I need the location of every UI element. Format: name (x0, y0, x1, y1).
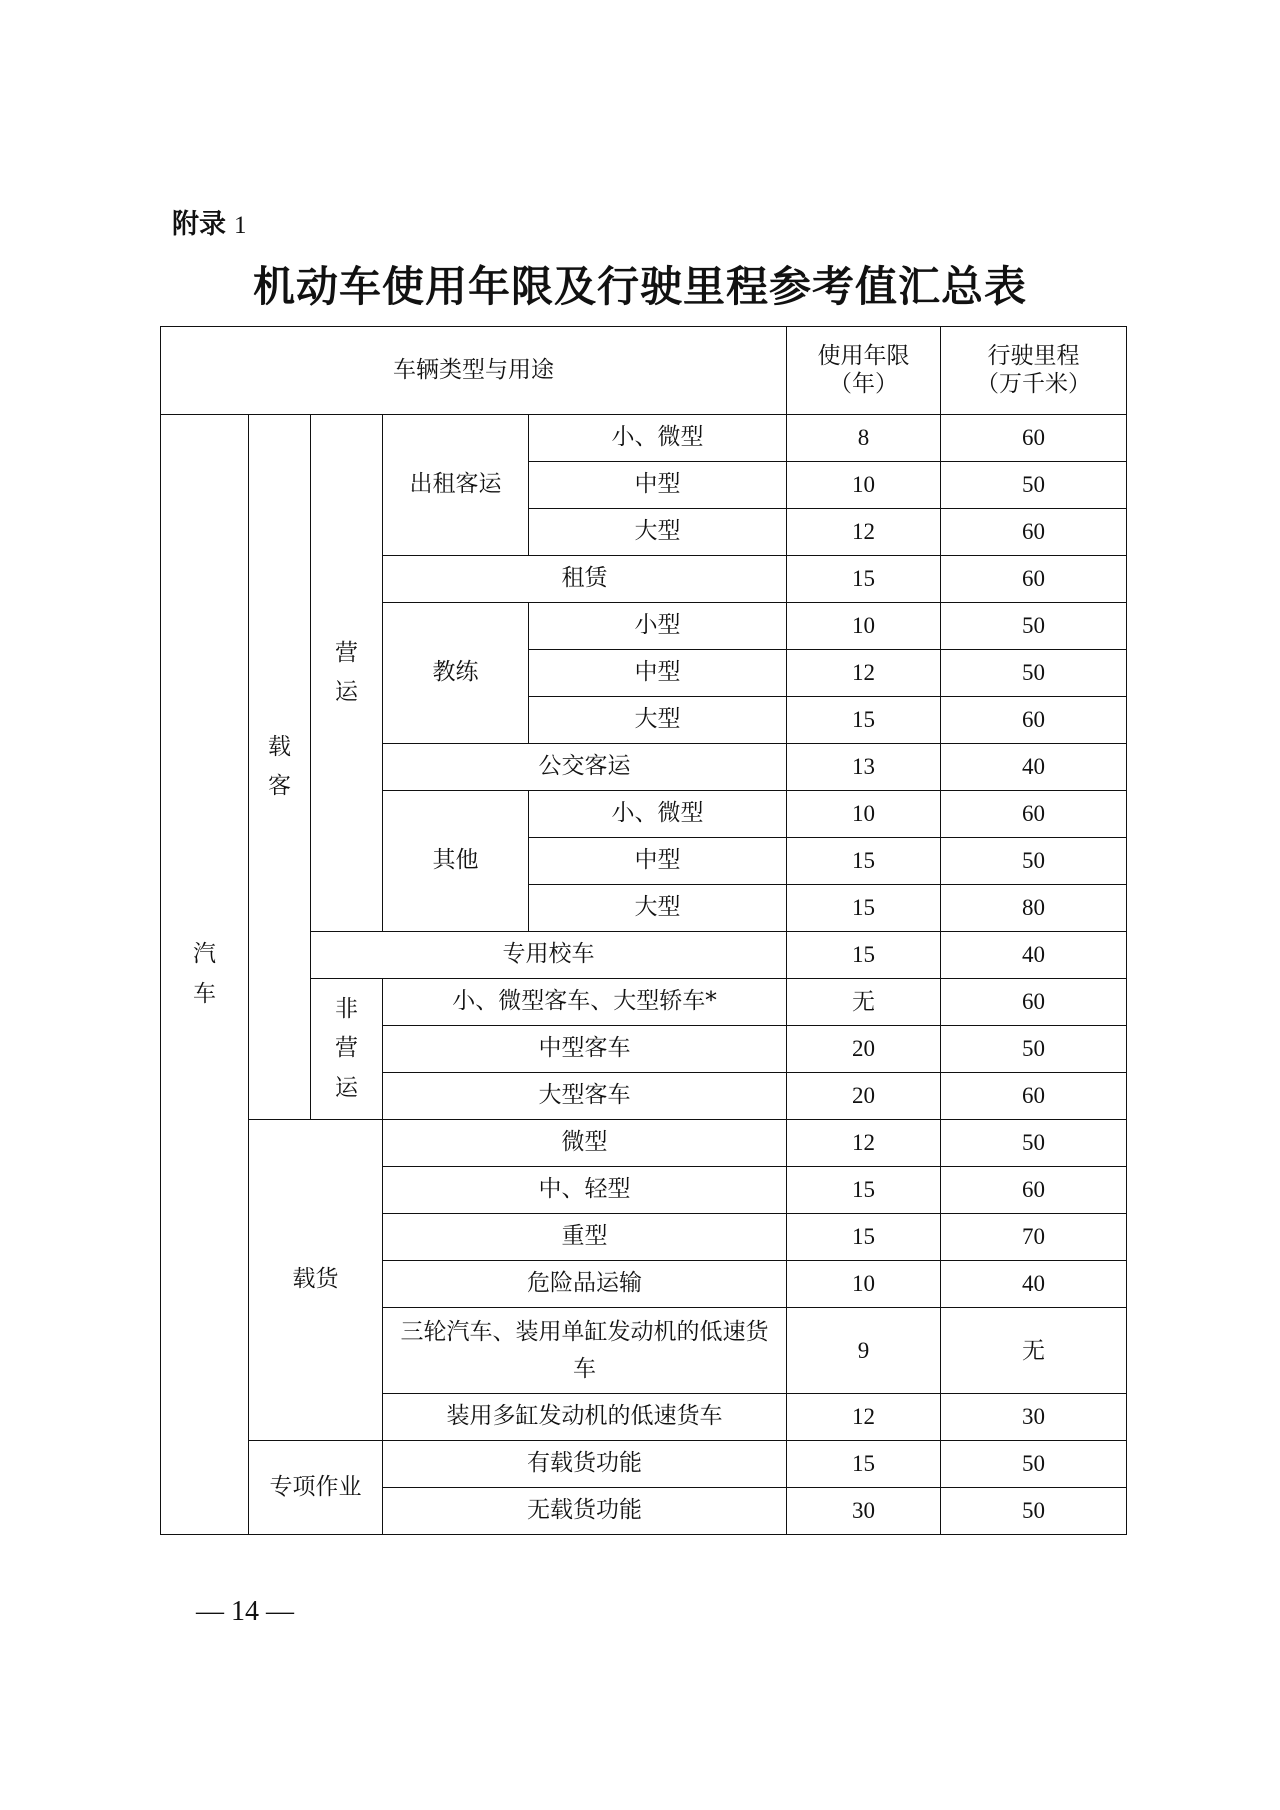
appendix-text: 附录 (172, 209, 226, 240)
row-label: 装用多缸发动机的低速货车 (383, 1394, 787, 1441)
row-years: 10 (787, 1261, 941, 1308)
row-years: 20 (787, 1073, 941, 1120)
row-mileage: 50 (941, 650, 1127, 697)
header-years (787, 327, 941, 415)
header-years-unit: （年） (829, 370, 899, 397)
row-years: 12 (787, 1120, 941, 1167)
row-mileage: 60 (941, 1167, 1127, 1214)
row-years: 10 (787, 791, 941, 838)
row-years: 15 (787, 885, 941, 932)
row-mileage: 无 (941, 1308, 1127, 1394)
row-years: 无 (787, 979, 941, 1026)
row-label: 专用校车 (311, 932, 787, 979)
row-years: 15 (787, 1441, 941, 1488)
row-label: 小、微型 (529, 415, 787, 462)
row-mileage: 50 (941, 462, 1127, 509)
header-mileage-unit: （万千米） (976, 370, 1092, 397)
row-label: 大型 (529, 697, 787, 744)
row-label: 大型 (529, 885, 787, 932)
row-mileage: 40 (941, 932, 1127, 979)
row-label: 有载货功能 (383, 1441, 787, 1488)
row-label: 中型客车 (383, 1026, 787, 1073)
row-mileage: 50 (941, 1441, 1127, 1488)
row-mileage: 60 (941, 556, 1127, 603)
row-mileage: 60 (941, 509, 1127, 556)
row-label: 小、微型客车、大型轿车* (383, 979, 787, 1026)
row-years: 12 (787, 1394, 941, 1441)
row-label: 大型客车 (383, 1073, 787, 1120)
row-label: 大型 (529, 509, 787, 556)
row-label: 中型 (529, 462, 787, 509)
vehicle-limits-table (160, 326, 1127, 1535)
row-label: 危险品运输 (383, 1261, 787, 1308)
row-years: 15 (787, 697, 941, 744)
row-mileage: 30 (941, 1394, 1127, 1441)
row-label: 无载货功能 (383, 1488, 787, 1535)
row-mileage: 50 (941, 1488, 1127, 1535)
row-label: 中、轻型 (383, 1167, 787, 1214)
row-mileage: 70 (941, 1214, 1127, 1261)
row-years: 9 (787, 1308, 941, 1394)
row-years: 12 (787, 509, 941, 556)
row-years: 15 (787, 556, 941, 603)
group-taxi: 出租客运 (383, 415, 529, 556)
group-special: 专项作业 (249, 1441, 383, 1535)
row-years: 12 (787, 650, 941, 697)
page-number: — 14 — (196, 1596, 294, 1627)
row-mileage: 60 (941, 791, 1127, 838)
row-years: 15 (787, 1167, 941, 1214)
row-years: 15 (787, 932, 941, 979)
group-other: 其他 (383, 791, 529, 932)
row-years: 15 (787, 838, 941, 885)
row-years: 15 (787, 1214, 941, 1261)
row-mileage: 50 (941, 603, 1127, 650)
appendix-label (172, 202, 247, 241)
row-years: 20 (787, 1026, 941, 1073)
table-row (161, 1120, 1127, 1167)
header-vehicle-type: 车辆类型与用途 (161, 327, 787, 415)
row-mileage: 60 (941, 415, 1127, 462)
row-mileage: 80 (941, 885, 1127, 932)
row-years: 13 (787, 744, 941, 791)
group-training: 教练 (383, 603, 529, 744)
table-header-row (161, 327, 1127, 415)
header-mileage (941, 327, 1127, 415)
row-label: 微型 (383, 1120, 787, 1167)
table-row (161, 415, 1127, 462)
group-commercial: 营运 (311, 415, 383, 932)
row-label: 重型 (383, 1214, 787, 1261)
row-label: 三轮汽车、装用单缸发动机的低速货车 (383, 1308, 787, 1394)
row-years: 10 (787, 603, 941, 650)
group-noncommercial: 非营运 (311, 979, 383, 1120)
row-years: 10 (787, 462, 941, 509)
row-label: 小、微型 (529, 791, 787, 838)
group-cargo: 载货 (249, 1120, 383, 1441)
row-label: 中型 (529, 838, 787, 885)
row-mileage: 60 (941, 979, 1127, 1026)
header-years-label: 使用年限 (817, 342, 910, 369)
row-mileage: 40 (941, 744, 1127, 791)
row-label: 小型 (529, 603, 787, 650)
row-mileage: 50 (941, 1026, 1127, 1073)
row-mileage: 50 (941, 1120, 1127, 1167)
row-mileage: 50 (941, 838, 1127, 885)
row-label: 租赁 (383, 556, 787, 603)
table-row (161, 1441, 1127, 1488)
page-title: 机动车使用年限及行驶里程参考值汇总表 (252, 262, 1027, 311)
group-passenger: 载客 (249, 415, 311, 1120)
header-mileage-label: 行驶里程 (987, 342, 1080, 369)
group-car: 汽车 (161, 415, 249, 1535)
appendix-number: 1 (234, 212, 247, 239)
row-years: 30 (787, 1488, 941, 1535)
row-mileage: 60 (941, 697, 1127, 744)
row-mileage: 40 (941, 1261, 1127, 1308)
row-label: 公交客运 (383, 744, 787, 791)
row-label: 中型 (529, 650, 787, 697)
row-mileage: 60 (941, 1073, 1127, 1120)
row-years: 8 (787, 415, 941, 462)
